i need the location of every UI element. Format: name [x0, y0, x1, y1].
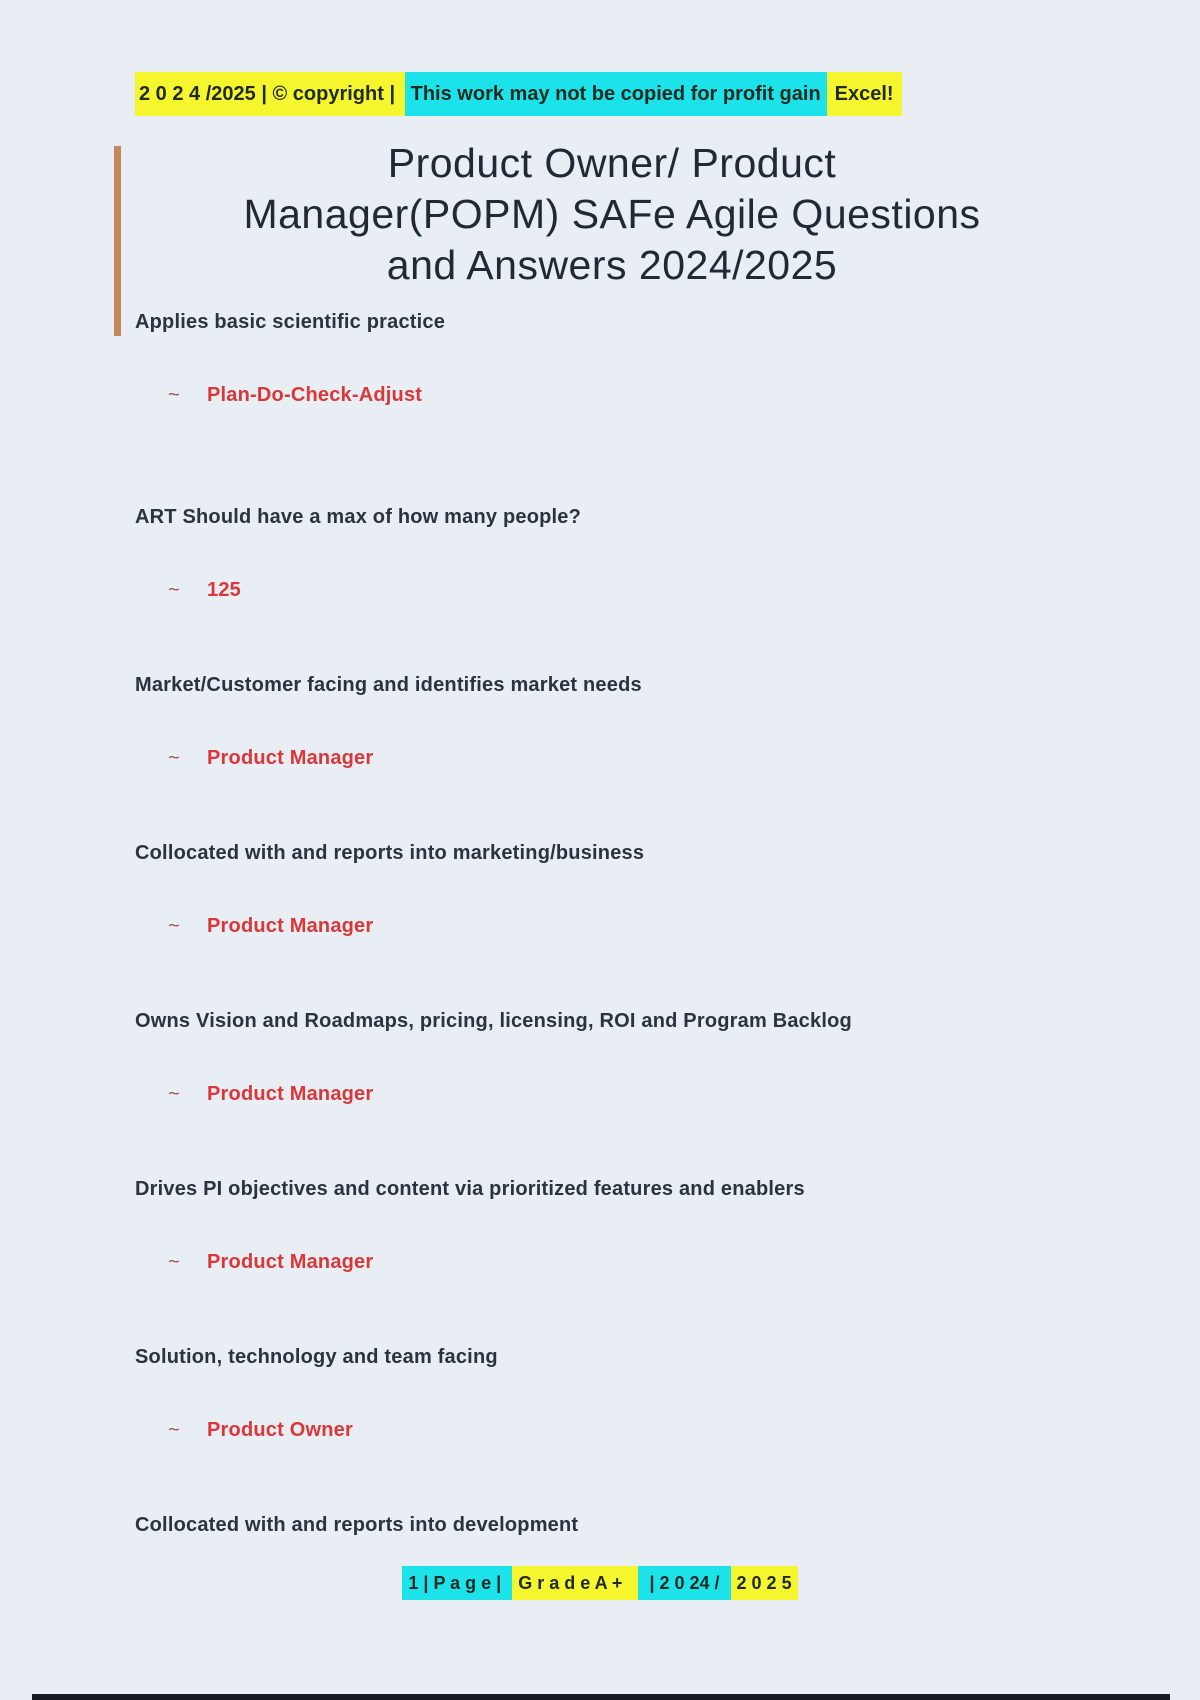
page-footer: [0, 1572, 1200, 1594]
qa-answer: [135, 578, 1085, 602]
footer-year-left: | 2 0 24 /: [638, 1566, 730, 1600]
qa-question: Applies basic scientific practice: [135, 311, 446, 333]
qa-item: [135, 1177, 1085, 1345]
qa-item: [135, 1009, 1085, 1177]
tilde-bullet: ~: [168, 384, 180, 406]
page-title: [114, 138, 1060, 291]
footer-page-label: 1 | P a g e |: [402, 1566, 512, 1600]
title-block: [114, 138, 1060, 291]
tilde-bullet: ~: [168, 579, 180, 601]
qa-answer: [135, 383, 1085, 407]
answer-text: 125: [207, 579, 241, 601]
answer-text: Product Manager: [207, 1083, 374, 1105]
qa-question: Solution, technology and team facing: [135, 1346, 498, 1368]
qa-answer: [135, 1250, 1085, 1274]
qa-answer: [135, 746, 1085, 770]
copyright-header: [135, 72, 902, 116]
tilde-bullet: ~: [168, 747, 180, 769]
tilde-bullet: ~: [168, 1419, 180, 1441]
title-line-1: Product Owner/ Product: [387, 140, 837, 186]
copyright-highlight: [135, 72, 405, 116]
qa-question: Collocated with and reports into development: [135, 1514, 579, 1536]
qa-question: ART Should have a max of how many people?: [135, 506, 582, 528]
header-copyright-word: copyright: [292, 83, 384, 105]
header-separator: |: [383, 83, 401, 105]
answer-text: Product Manager: [207, 1251, 374, 1273]
qa-answer: [135, 1418, 1085, 1442]
notice-highlight: This work may not be copied for profit gain: [405, 72, 827, 116]
footer-year-right: 2 0 2 5: [731, 1566, 798, 1600]
header-year: 2 0 2 4 /2025 | ©: [139, 83, 293, 105]
qa-item: [135, 673, 1085, 841]
qa-answer: [135, 914, 1085, 938]
qa-item: [135, 505, 1085, 673]
answer-text: Product Manager: [207, 915, 374, 937]
answer-text: Product Owner: [207, 1419, 353, 1441]
tilde-bullet: ~: [168, 1251, 180, 1273]
qa-question: Collocated with and reports into marketing/business: [135, 842, 645, 864]
qa-answer: [135, 1082, 1085, 1106]
title-line-3: and Answers 2024/2025: [386, 242, 838, 288]
answer-text: Product Manager: [207, 747, 374, 769]
tilde-bullet: ~: [168, 915, 180, 937]
excel-highlight: Excel!: [827, 72, 902, 116]
qa-item: [135, 1345, 1085, 1513]
qa-question: Market/Customer facing and identifies market needs: [135, 674, 642, 696]
qa-list: [135, 310, 1085, 1681]
tilde-bullet: ~: [168, 1083, 180, 1105]
qa-item: [135, 841, 1085, 1009]
title-line-2: Manager(POPM) SAFe Agile Questions: [243, 191, 981, 237]
footer-brand: G r a d e A +: [512, 1566, 638, 1600]
qa-item: [135, 310, 1085, 505]
bottom-border-bar: [32, 1694, 1170, 1700]
qa-question: Owns Vision and Roadmaps, pricing, licensing, ROI and Program Backlog: [135, 1010, 852, 1032]
qa-question: Drives PI objectives and content via prioritized features and enablers: [135, 1178, 805, 1200]
answer-text: Plan-Do-Check-Adjust: [207, 384, 423, 406]
title-accent-bar: [114, 146, 121, 336]
